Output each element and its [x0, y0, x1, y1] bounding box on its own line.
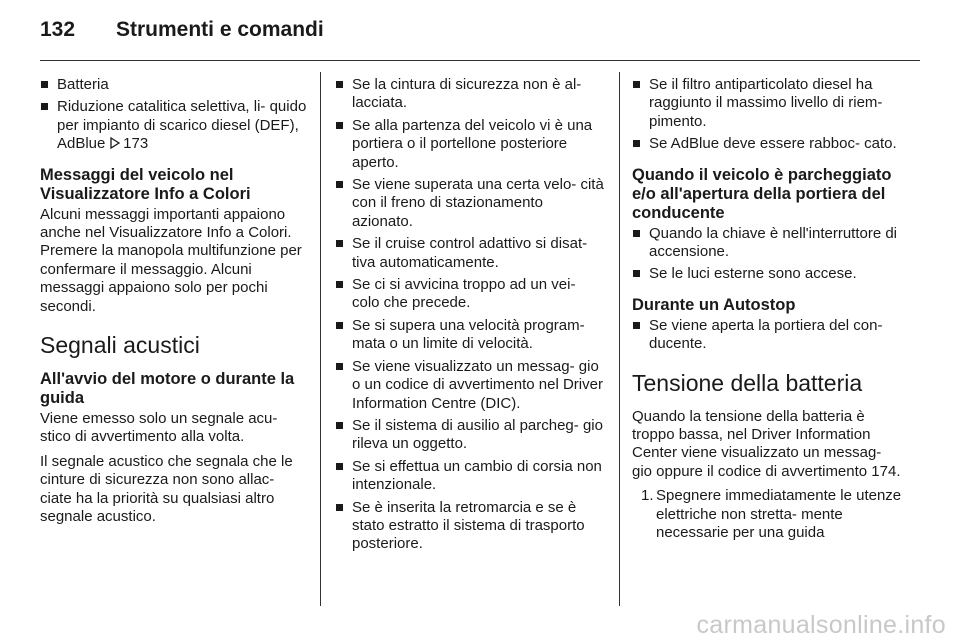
chapter-heading: Segnali acustici: [40, 332, 200, 359]
list-item: Se alla partenza del veicolo vi è una portiera o il portellone posteriore aperto.: [335, 117, 607, 172]
chapter-heading: Tensione della batteria: [632, 369, 863, 396]
list-item: Batteria: [40, 76, 308, 94]
section-heading: Messaggi del veicolo nel Visualizzatore Info a Colori: [40, 165, 251, 203]
section-heading: Durante un Autostop: [632, 295, 796, 314]
page-title: Strumenti e comandi: [116, 18, 324, 41]
bullet-square-icon: [633, 230, 640, 237]
bullet-list: [632, 317, 904, 354]
watermark: carmanualsonline.info: [696, 611, 946, 639]
bullet-square-icon: [633, 81, 640, 88]
bullet-square-icon: [336, 363, 343, 370]
bullet-square-icon: [633, 322, 640, 329]
list-item: Se la cintura di sicurezza non è al- lacciata.: [335, 76, 607, 113]
bullet-square-icon: [336, 422, 343, 429]
bullet-square-icon: [633, 270, 640, 277]
list-item: Se viene aperta la portiera del con- ducente.: [632, 317, 904, 354]
list-item: Quando la chiave è nell'interruttore di accensione.: [632, 225, 904, 262]
paragraph: Viene emesso solo un segnale acu- stico di avvertimento alla volta.: [40, 410, 278, 446]
bullet-square-icon: [336, 81, 343, 88]
column-divider-2: [619, 72, 620, 606]
bullet-square-icon: [336, 181, 343, 188]
bullet-square-icon: [41, 103, 48, 110]
bullet-square-icon: [41, 81, 48, 88]
bullet-square-icon: [336, 281, 343, 288]
step-number: 1.: [641, 487, 654, 505]
list-item: Se viene visualizzato un messag- gio o un codice di avvertimento nel Driver Information Centre (DIC).: [335, 358, 607, 413]
column-2: [335, 76, 607, 558]
paragraph: Quando la tensione della batteria è troppo bassa, nel Driver Information Center viene visualizzato un messag- gio oppure il codice di avvertimento 174.: [632, 407, 901, 480]
list-item: [632, 487, 904, 542]
bullet-list: [40, 76, 308, 154]
section-heading: Quando il veicolo è parcheggiato e/o all'apertura della portiera del conducente: [632, 165, 892, 222]
paragraph: Il segnale acustico che segnala che le cinture di sicurezza non sono allac- ciate ha la priorità su qualsiasi altro segnale acustico.: [40, 452, 293, 526]
list-item: Se si effettua un cambio di corsia non intenzionale.: [335, 458, 607, 495]
bullet-square-icon: [336, 122, 343, 129]
page-header: [40, 18, 324, 48]
list-item: Se viene superata una certa velo- cità con il freno di stazionamento azionato.: [335, 176, 607, 231]
bullet-square-icon: [633, 140, 640, 147]
list-item: Se il sistema di ausilio al parcheg- gio rileva un oggetto.: [335, 417, 607, 454]
bullet-list: [335, 76, 607, 554]
column-1: [40, 76, 308, 533]
header-rule: [40, 60, 920, 61]
page-ref-number[interactable]: 173: [123, 135, 149, 153]
list-item: Se AdBlue deve essere rabboc- cato.: [632, 135, 904, 153]
list-item: Se è inserita la retromarcia e se è stato estratto il sistema di trasporto posteriore.: [335, 499, 607, 554]
list-item: Se il cruise control adattivo si disat- tiva automaticamente.: [335, 235, 607, 272]
list-item: Riduzione catalitica selettiva, li- quido per impianto di scarico diesel (DEF), AdBlue 173: [40, 98, 308, 153]
section-heading: All'avvio del motore o durante la guida: [40, 370, 295, 408]
bullet-square-icon: [336, 463, 343, 470]
step-text: Spegnere immediatamente le utenze elettriche non stretta- mente necessarie per una guida: [656, 487, 902, 542]
list-item: Se ci si avvicina troppo ad un vei- colo che precede.: [335, 276, 607, 313]
column-3: [632, 76, 904, 543]
numbered-list: [632, 487, 904, 542]
page-ref-arrow-icon: [110, 136, 124, 151]
bullet-list: [632, 76, 904, 154]
bullet-square-icon: [336, 504, 343, 511]
list-item: Se il filtro antiparticolato diesel ha raggiunto il massimo livello di riem- pimento.: [632, 76, 904, 131]
list-item: Se le luci esterne sono accese.: [632, 265, 904, 283]
column-divider-1: [320, 72, 321, 606]
bullet-square-icon: [336, 240, 343, 247]
paragraph: Alcuni messaggi importanti appaiono anche nel Visualizzatore Info a Colori. Premere la manopola multifunzione per confermare il messaggio. Alcuni messaggi appaiono solo per pochi secondi.: [40, 205, 302, 315]
bullet-list: [632, 225, 904, 284]
page-number: 132: [40, 18, 76, 41]
bullet-square-icon: [336, 322, 343, 329]
list-item: Se si supera una velocità program- mata o un limite di velocità.: [335, 317, 607, 354]
